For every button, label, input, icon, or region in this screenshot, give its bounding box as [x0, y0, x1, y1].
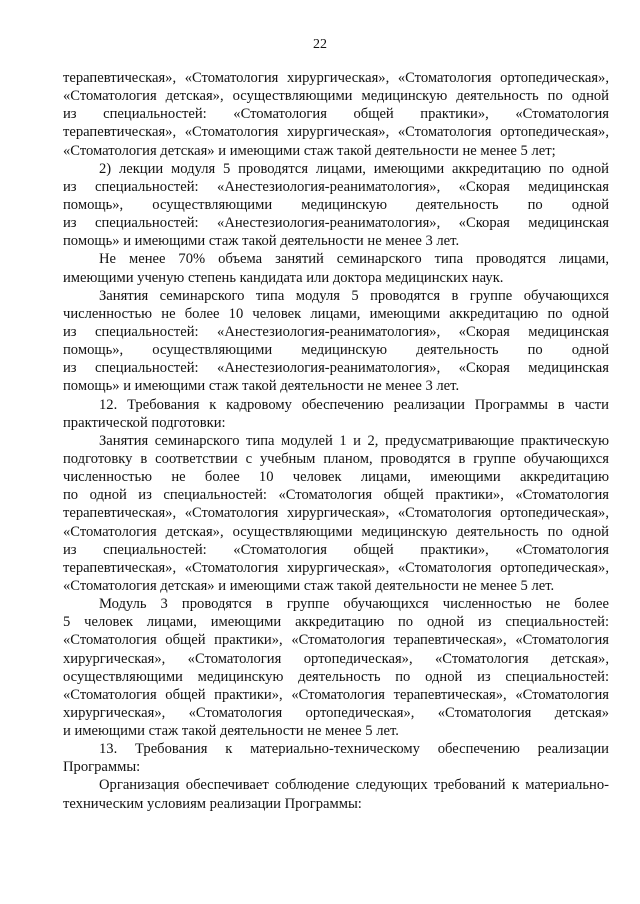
text-line: Организация обеспечивает соблюдение следующих требований к материально-	[99, 777, 609, 794]
page-number: 22	[313, 37, 327, 52]
text-line: терапевтическая», «Стоматология хирургическая», «Стоматология ортопедическая»,	[63, 505, 609, 522]
text-line: подготовку в соответствии с учебным планом, проводятся в группе обучающихся	[63, 450, 609, 467]
text-line: по одной из специальностей: «Стоматология общей практики», «Стоматология	[63, 487, 609, 504]
text-line: практической подготовки:	[63, 414, 226, 431]
text-line: помощь» и имеющими стаж такой деятельности не менее 3 лет.	[63, 378, 460, 395]
text-line: техническим условиям реализации Программы:	[63, 795, 362, 812]
text-line: Модуль 3 проводятся в группе обучающихся численностью не более	[99, 596, 609, 613]
text-line: имеющими ученую степень кандидата или доктора медицинских наук.	[63, 269, 504, 286]
text-line: «Стоматология общей практики», «Стоматология терапевтическая», «Стоматология	[63, 632, 609, 649]
text-line: из специальностей: «Стоматология общей практики», «Стоматология	[63, 106, 609, 123]
text-line: Занятия семинарского типа модулей 1 и 2, предусматривающие практическую	[99, 432, 609, 449]
text-line: из специальностей: «Анестезиология-реаниматология», «Скорая медицинская	[63, 323, 609, 340]
text-line: хирургическая», «Стоматология ортопедическая», «Стоматология детская»,	[63, 650, 609, 667]
text-line: численностью не более 10 человек лицами, имеющими аккредитацию	[63, 469, 609, 486]
text-line: хирургическая», «Стоматология ортопедическая», «Стоматология детская»	[63, 704, 609, 721]
text-line: Не менее 70% объема занятий семинарского типа проводятся лицами,	[99, 251, 609, 268]
text-line: 13. Требования к материально-техническому обеспечению реализации	[99, 741, 609, 758]
text-line: 12. Требования к кадровому обеспечению реализации Программы в части	[99, 396, 609, 413]
text-line: терапевтическая», «Стоматология хирургическая», «Стоматология ортопедическая»,	[63, 124, 609, 141]
text-line: «Стоматология детская», осуществляющими медицинскую деятельность по одной	[63, 88, 609, 105]
text-line: из специальностей: «Анестезиология-реаниматология», «Скорая медицинская	[63, 360, 609, 377]
text-line: и имеющими стаж такой деятельности не менее 5 лет.	[63, 723, 399, 740]
text-line: помощь», осуществляющими медицинскую деятельность по одной	[63, 196, 609, 213]
text-line: Занятия семинарского типа модуля 5 проводятся в группе обучающихся	[99, 287, 609, 304]
text-line: из специальностей: «Анестезиология-реаниматология», «Скорая медицинская	[63, 215, 609, 232]
text-line: из специальностей: «Анестезиология-реаниматология», «Скорая медицинская	[63, 178, 609, 195]
text-line: помощь», осуществляющими медицинскую деятельность по одной	[63, 342, 609, 359]
text-line: «Стоматология детская», осуществляющими медицинскую деятельность по одной	[63, 523, 609, 540]
text-line: 5 человек лицами, имеющими аккредитацию по одной из специальностей:	[63, 614, 609, 631]
text-line: из специальностей: «Стоматология общей практики», «Стоматология	[63, 541, 609, 558]
document-body	[63, 69, 609, 813]
text-line: «Стоматология детская» и имеющими стаж такой деятельности не менее 5 лет.	[63, 577, 555, 594]
text-line: «Стоматология общей практики», «Стоматология терапевтическая», «Стоматология	[63, 686, 609, 703]
text-line: «Стоматология детская» и имеющими стаж такой деятельности не менее 5 лет;	[63, 142, 556, 159]
text-line: численностью не более 10 человек лицами, имеющими аккредитацию по одной	[63, 305, 609, 322]
text-line: терапевтическая», «Стоматология хирургическая», «Стоматология ортопедическая»,	[63, 70, 609, 86]
text-line: осуществляющими медицинскую деятельность по одной из специальностей:	[63, 668, 609, 685]
text-line: терапевтическая», «Стоматология хирургическая», «Стоматология ортопедическая»,	[63, 559, 609, 576]
text-line: Программы:	[63, 759, 141, 776]
text-line: помощь» и имеющими стаж такой деятельности не менее 3 лет.	[63, 233, 460, 250]
text-line: 2) лекции модуля 5 проводятся лицами, имеющими аккредитацию по одной	[99, 160, 609, 177]
